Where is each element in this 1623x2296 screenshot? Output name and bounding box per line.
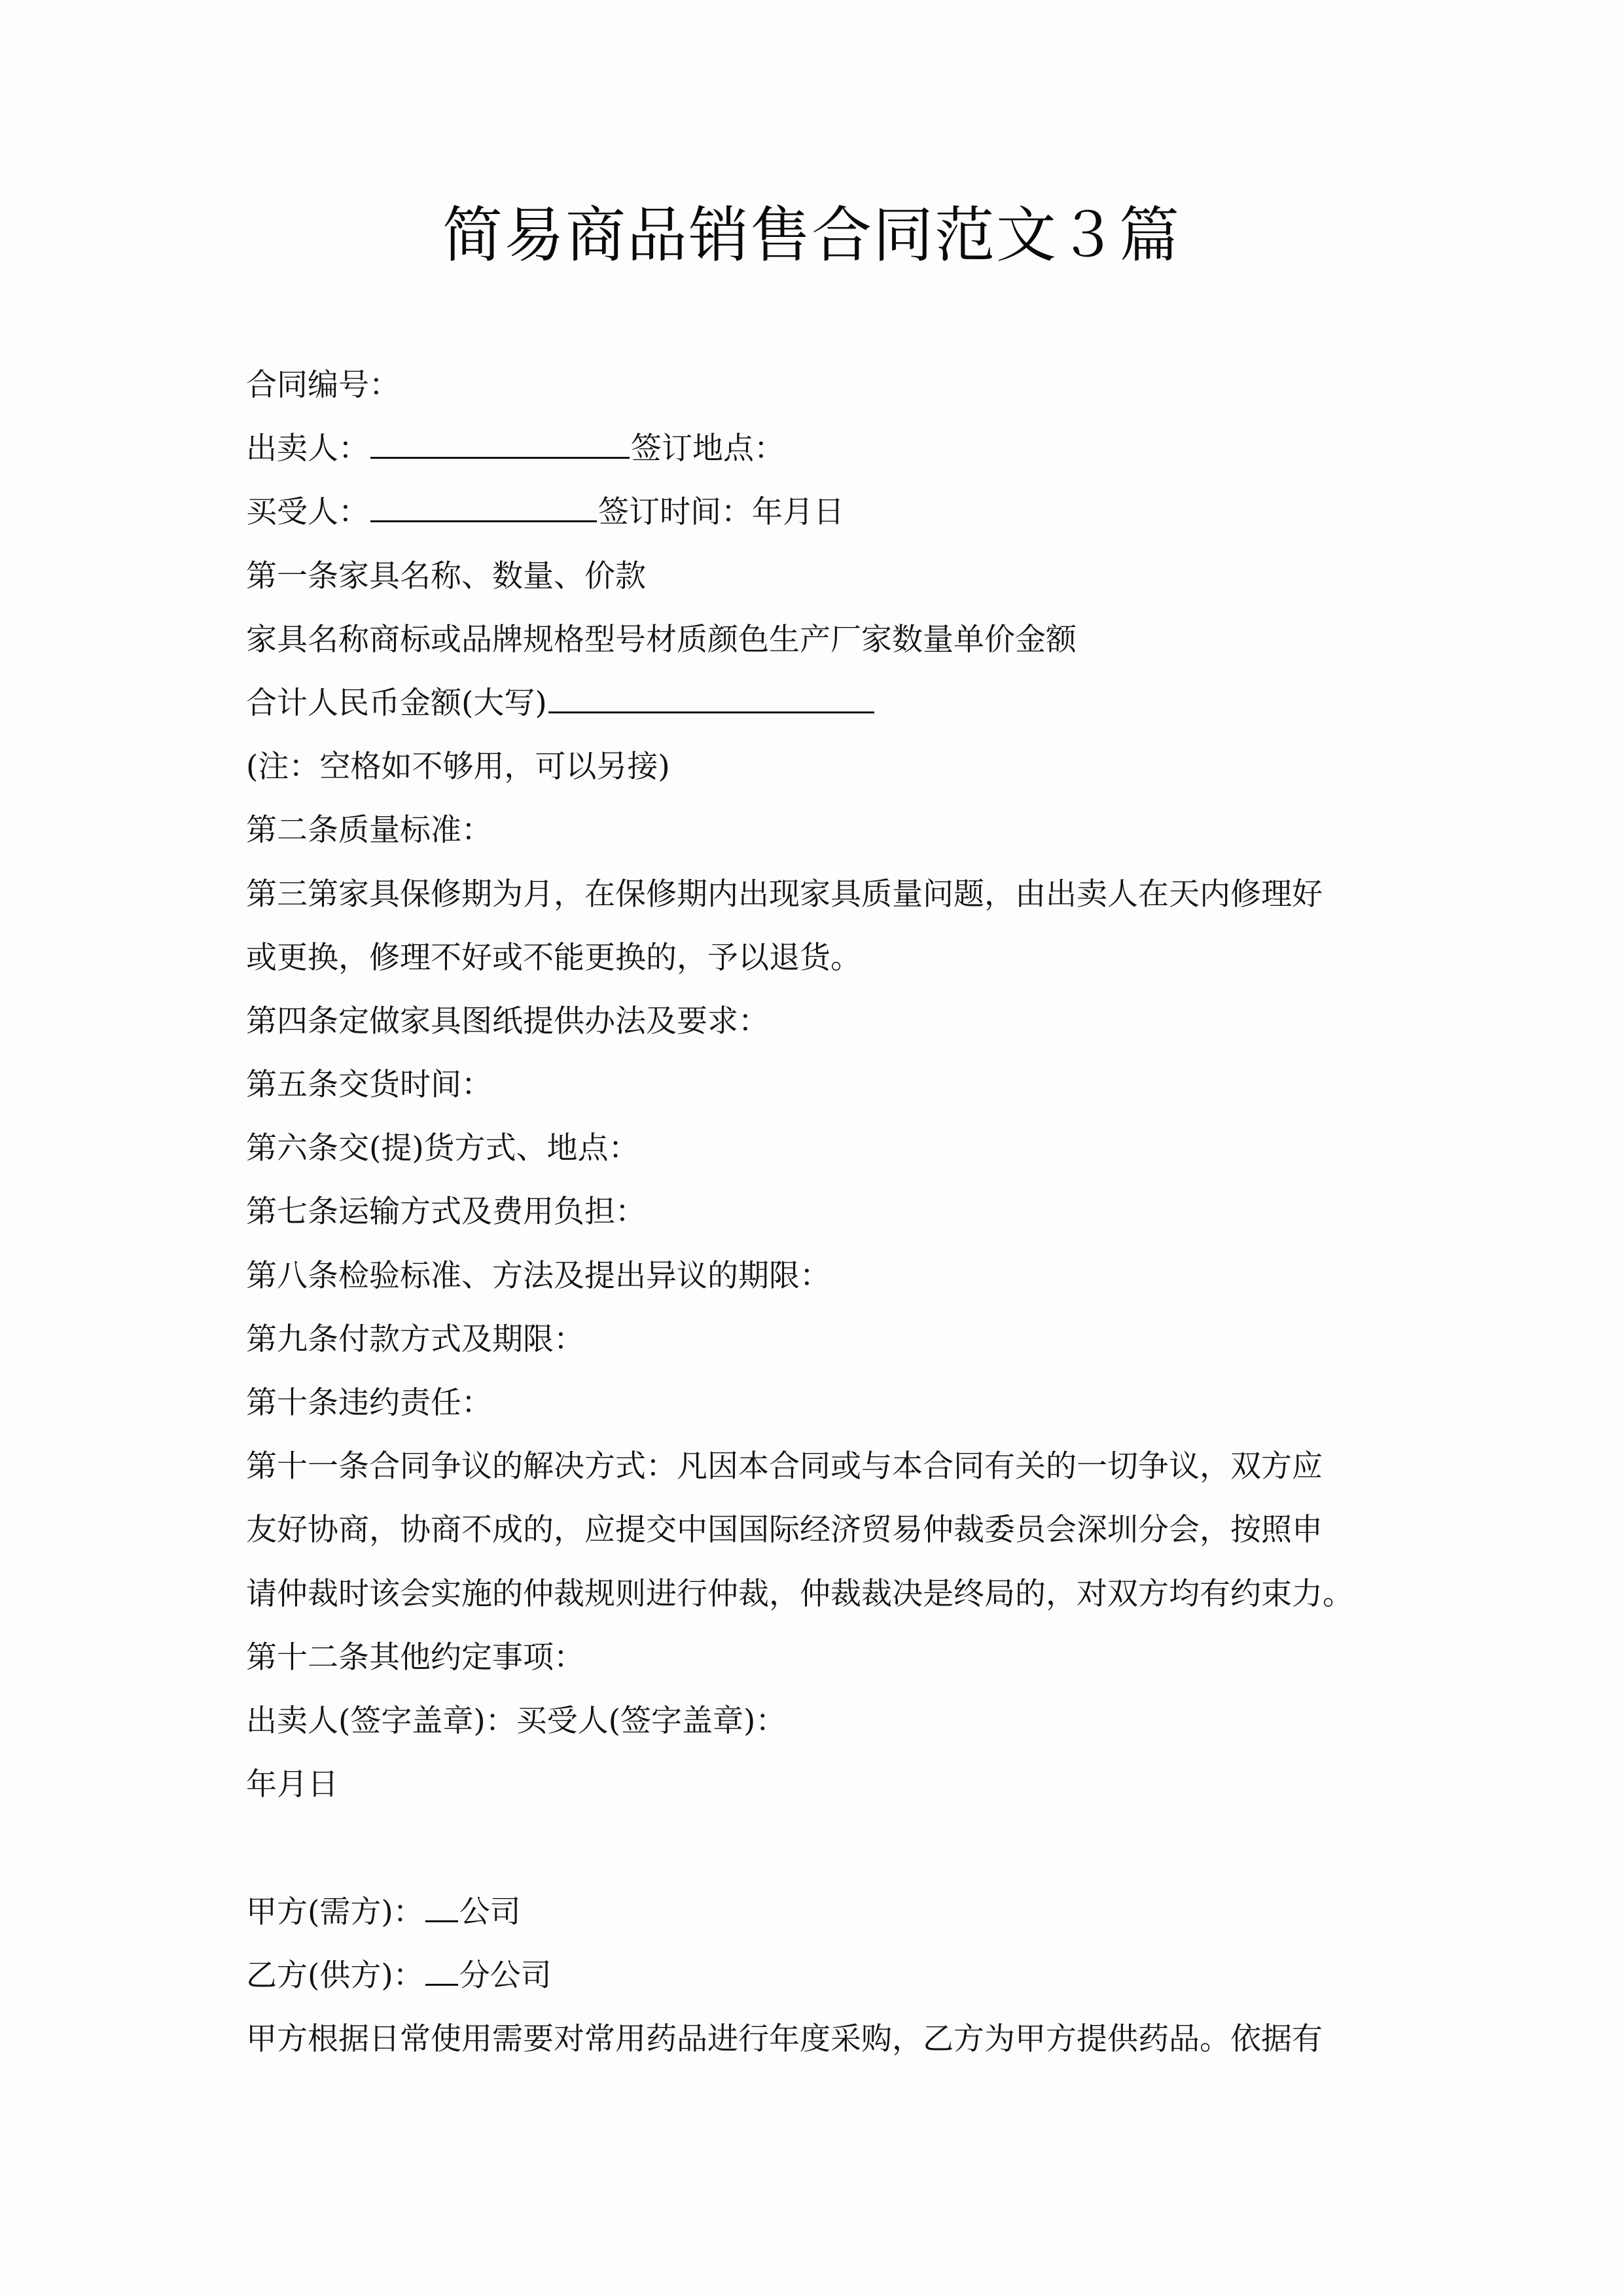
total-amount-label: 合计人民币金额(大写) (246, 685, 547, 721)
article-11-line-2: 友好协商，协商不成的，应提交中国国际经济贸易仲裁委员会深圳分会，按照申 (246, 1512, 1323, 1549)
article-2: 第二条质量标准： (246, 812, 492, 849)
article-1: 第一条家具名称、数量、价款 (246, 558, 646, 594)
article-11-line-3: 请仲裁时该会实施的仲裁规则进行仲裁，仲裁裁决是终局的，对双方均有约束力。 (246, 1575, 1353, 1612)
total-amount-blank-field[interactable] (548, 685, 874, 713)
contract-number-line (246, 353, 1385, 417)
article-3-line-1: 第三第家具保修期为月，在保修期内出现家具质量问题，由出卖人在天内修理好 (246, 876, 1323, 912)
party-a-blank-field[interactable] (425, 1894, 458, 1922)
item-table-header: 家具名称商标或品牌规格型号材质颜色生产厂家数量单价金额 (246, 621, 1077, 658)
date-line: 年月日 (246, 1767, 338, 1803)
seller-label: 出卖人： (246, 431, 369, 467)
party-a-suffix: 公司 (459, 1893, 521, 1930)
document-body (246, 353, 1385, 2071)
sign-place-label: 签订地点： (631, 431, 785, 467)
party-b-label: 乙方(供方)： (246, 1957, 424, 1994)
article-12: 第十二条其他约定事项： (246, 1639, 584, 1676)
contract-2-intro-line-1: 甲方根据日常使用需要对常用药品进行年度采购，乙方为甲方提供药品。依据有 (246, 2020, 1323, 2057)
total-amount-line (246, 672, 1385, 735)
sign-time-label: 签订时间：年月日 (598, 494, 844, 531)
party-a-line (246, 1880, 1385, 1944)
buyer-line (246, 480, 1385, 544)
article-10: 第十条违约责任： (246, 1385, 492, 1421)
seller-line (246, 417, 1385, 480)
seller-blank-field[interactable] (370, 431, 630, 459)
article-8: 第八条检验标准、方法及提出异议的期限： (246, 1257, 830, 1294)
party-b-suffix: 分公司 (459, 1957, 552, 1994)
note-line: (注：空格如不够用，可以另接) (246, 749, 670, 785)
article-9: 第九条付款方式及期限： (246, 1321, 584, 1357)
contract-number-label: 合同编号： (246, 367, 400, 403)
article-11-line-1: 第十一条合同争议的解决方式：凡因本合同或与本合同有关的一切争议，双方应 (246, 1448, 1323, 1485)
document-title: 简易商品销售合同范文３篇 (442, 200, 1181, 270)
section-spacer (246, 1816, 1385, 1880)
party-a-label: 甲方(需方)： (246, 1893, 424, 1930)
party-b-blank-field[interactable] (425, 1958, 458, 1986)
party-b-line (246, 1944, 1385, 2007)
buyer-label: 买受人： (246, 494, 369, 531)
article-4: 第四条定做家具图纸提供办法及要求： (246, 1003, 769, 1039)
article-5: 第五条交货时间： (246, 1067, 492, 1103)
article-7: 第七条运输方式及费用负担： (246, 1194, 646, 1230)
article-3-line-2: 或更换，修理不好或不能更换的，予以退货。 (246, 939, 861, 976)
article-6: 第六条交(提)货方式、地点： (246, 1130, 639, 1167)
buyer-blank-field[interactable] (370, 494, 597, 522)
signature-line: 出卖人(签字盖章)：买受人(签字盖章)： (246, 1702, 787, 1739)
